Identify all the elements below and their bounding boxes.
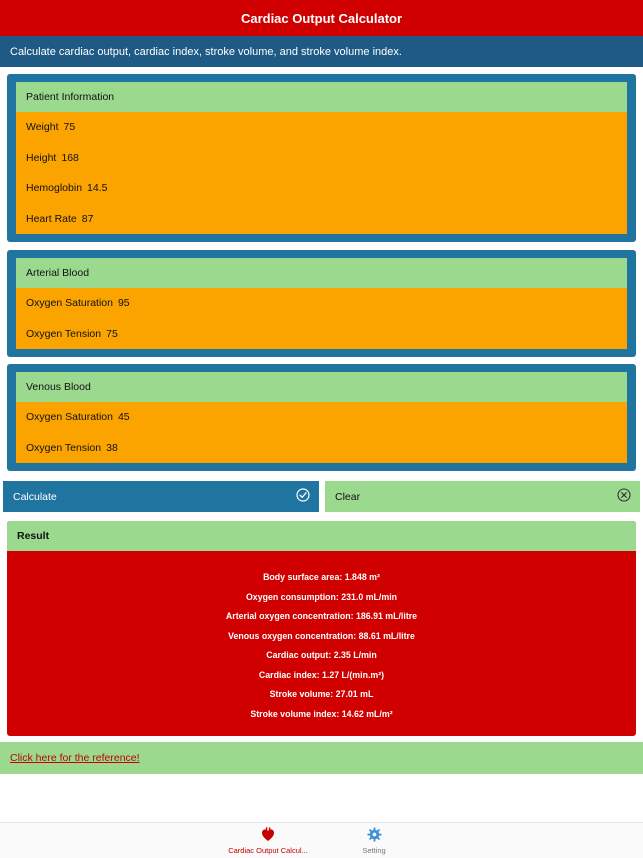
hemoglobin-label: Hemoglobin [26, 182, 83, 195]
hemoglobin-value[interactable]: 14.5 [87, 182, 108, 195]
gear-icon [367, 827, 382, 846]
result-header: Result [7, 521, 636, 551]
venous-oxygen-saturation-value[interactable]: 45 [117, 411, 130, 424]
weight-label: Weight [26, 121, 59, 134]
height-label: Height [26, 151, 57, 164]
height-value[interactable]: 168 [61, 151, 79, 164]
arterial-blood-card [7, 250, 636, 357]
venous-oxygen-tension-field[interactable] [16, 433, 627, 464]
venous-oxygen-tension-label: Oxygen Tension [26, 441, 102, 454]
tab-bar [0, 822, 643, 858]
clear-button[interactable] [325, 481, 640, 512]
patient-info-header: Patient Information [16, 82, 627, 112]
page-title: Cardiac Output Calculator [240, 10, 403, 26]
result-panel [7, 521, 636, 736]
nav-bar [0, 0, 643, 36]
hemoglobin-field[interactable] [16, 173, 627, 204]
arterial-oxygen-tension-value[interactable]: 75 [106, 327, 118, 340]
result-body-surface-area: Body surface area: 1.848 m² [263, 572, 380, 582]
venous-blood-card [7, 364, 636, 471]
description-bar [0, 36, 643, 67]
arterial-oxygen-saturation-label: Oxygen Saturation [26, 297, 113, 310]
venous-oxygen-saturation-label: Oxygen Saturation [26, 411, 113, 424]
result-venous-oxygen-concentration: Venous oxygen concentration: 88.61 mL/litre [228, 630, 415, 641]
result-cardiac-index: Cardiac index: 1.27 L/(min.m²) [258, 669, 385, 680]
arterial-oxygen-saturation-field[interactable] [16, 288, 627, 319]
heart-icon [261, 827, 275, 846]
tab-cardiac-output[interactable] [222, 827, 314, 855]
venous-blood-header: Venous Blood [16, 372, 627, 402]
close-circle-icon [617, 488, 631, 505]
clear-label: Clear [335, 490, 361, 503]
heart-rate-field[interactable] [16, 204, 627, 235]
result-arterial-oxygen-concentration: Arterial oxygen concentration: 186.91 mL/litre [225, 611, 418, 621]
tab-setting-label: Setting [362, 846, 386, 855]
checkmark-circle-icon [296, 488, 310, 505]
tab-setting[interactable] [348, 827, 400, 855]
arterial-oxygen-tension-label: Oxygen Tension [26, 327, 102, 340]
result-cardiac-output: Cardiac output: 2.35 L/min [266, 650, 377, 660]
result-stroke-volume-index: Stroke volume index: 14.62 mL/m² [250, 708, 393, 719]
height-field[interactable] [16, 143, 627, 174]
calculate-label: Calculate [13, 490, 57, 503]
calculate-button[interactable] [3, 481, 319, 512]
result-stroke-volume: Stroke volume: 27.01 mL [269, 689, 374, 699]
arterial-oxygen-saturation-value[interactable]: 95 [117, 297, 130, 310]
description-text: Calculate cardiac output, cardiac index, stroke volume, and stroke volume index. [10, 45, 402, 58]
result-body [7, 551, 636, 724]
arterial-blood-header: Arterial Blood [16, 258, 627, 288]
result-oxygen-consumption: Oxygen consumption: 231.0 mL/min [245, 591, 398, 602]
heart-rate-label: Heart Rate [26, 212, 77, 225]
venous-oxygen-tension-value[interactable]: 38 [106, 441, 118, 454]
tab-cardiac-output-label: Cardiac Output Calcul... [228, 846, 308, 855]
heart-rate-value[interactable]: 87 [81, 212, 94, 225]
reference-bar [0, 742, 643, 774]
weight-field[interactable] [16, 112, 627, 143]
patient-info-card [7, 74, 636, 242]
arterial-oxygen-tension-field[interactable] [16, 319, 627, 350]
venous-oxygen-saturation-field[interactable] [16, 402, 627, 433]
reference-link[interactable]: Click here for the reference! [10, 752, 140, 764]
weight-value[interactable]: 75 [63, 121, 76, 134]
